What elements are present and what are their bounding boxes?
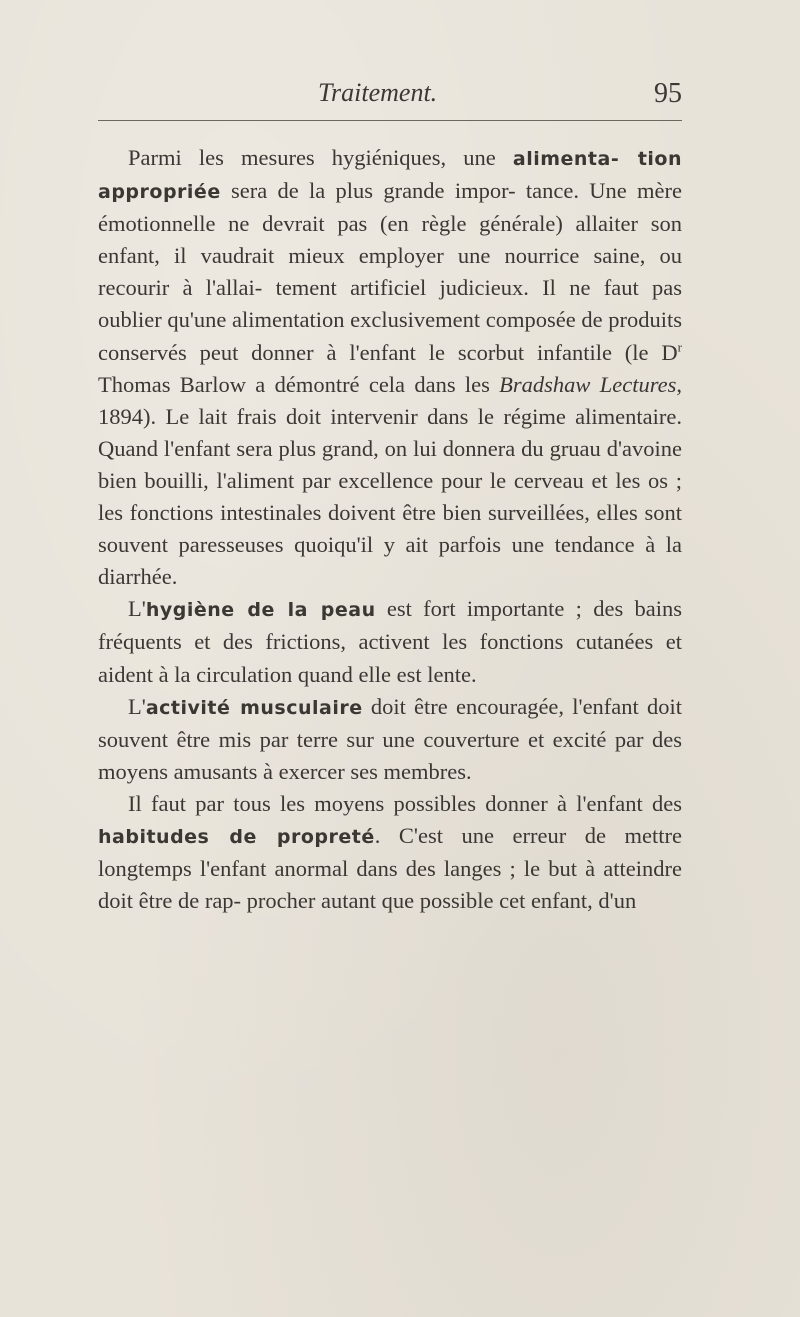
text-run: , 1894). Le lait frais doit intervenir dans le régime alimentaire. Quand l'enfant sera plus grand, on lui donnera du gruau d'avoine bien bouilli, l'aliment par excellence pour le cerveau et les os ; les fonctions intestinales doivent être bien surveillées, elles sont souvent paresseuses quoiqu'il y ait parfois une tendance à la diarrhée. [98,371,682,590]
text-run: doit être encouragée, l'enfant doit souvent être mis par terre sur une couverture et excité par des moyens amusants à exercer ses membres. [98,693,683,784]
paragraph-hygiene-peau [98,593,682,690]
text-run: Parmi les mesures hygiéniques, une [128,145,513,170]
emphasis-alimentation: alimenta- tion appropriée [98,148,682,204]
text-run: L' [128,693,146,719]
text-run: Il faut par tous les moyens possibles donner à l'enfant des [128,790,682,816]
page-number: 95 [654,78,682,109]
text-run: sera de la plus grande impor- tance. Une mère émotionnelle ne devrait pas (en règle générale) allaiter son enfant, il vaudrait mieux employer une nourrice saine, ou recourir à l'allai- tement artificiel judicieux. Il ne faut pas oublier qu'une alimentation exclusivement composée de produits conservés peut donner à l'enfant le scorbut infantile (le D [98,178,682,365]
superscript: r [677,339,682,355]
page-header [98,78,682,122]
text-run: L' [128,596,146,622]
paragraph-activite-musculaire [98,691,682,788]
paragraph-alimentation [98,142,682,593]
running-head: Traitement. [318,78,438,107]
header-rule [98,120,682,121]
paragraph-proprete [98,788,682,917]
text-run: est fort importante ; des bains fréquents et des frictions, activent les fonctions cutanées et aident à la circulation quand elle est lente. [98,596,682,687]
emphasis-hygiene-peau: hygiène de la peau [145,599,376,622]
body-text [98,142,682,917]
text-run: . C'est une erreur de mettre longtemps l'enfant anormal dans des langes ; le but à atteindre doit être de rap- procher autant que possible cet enfant, d'un [98,822,682,914]
italic-title: Bradshaw Lectures [499,371,677,397]
emphasis-activite-musculaire: activité musculaire [145,696,363,719]
text-run: Thomas Barlow a démontré cela dans les [98,371,500,397]
emphasis-proprete: habitudes de propreté [98,825,375,848]
